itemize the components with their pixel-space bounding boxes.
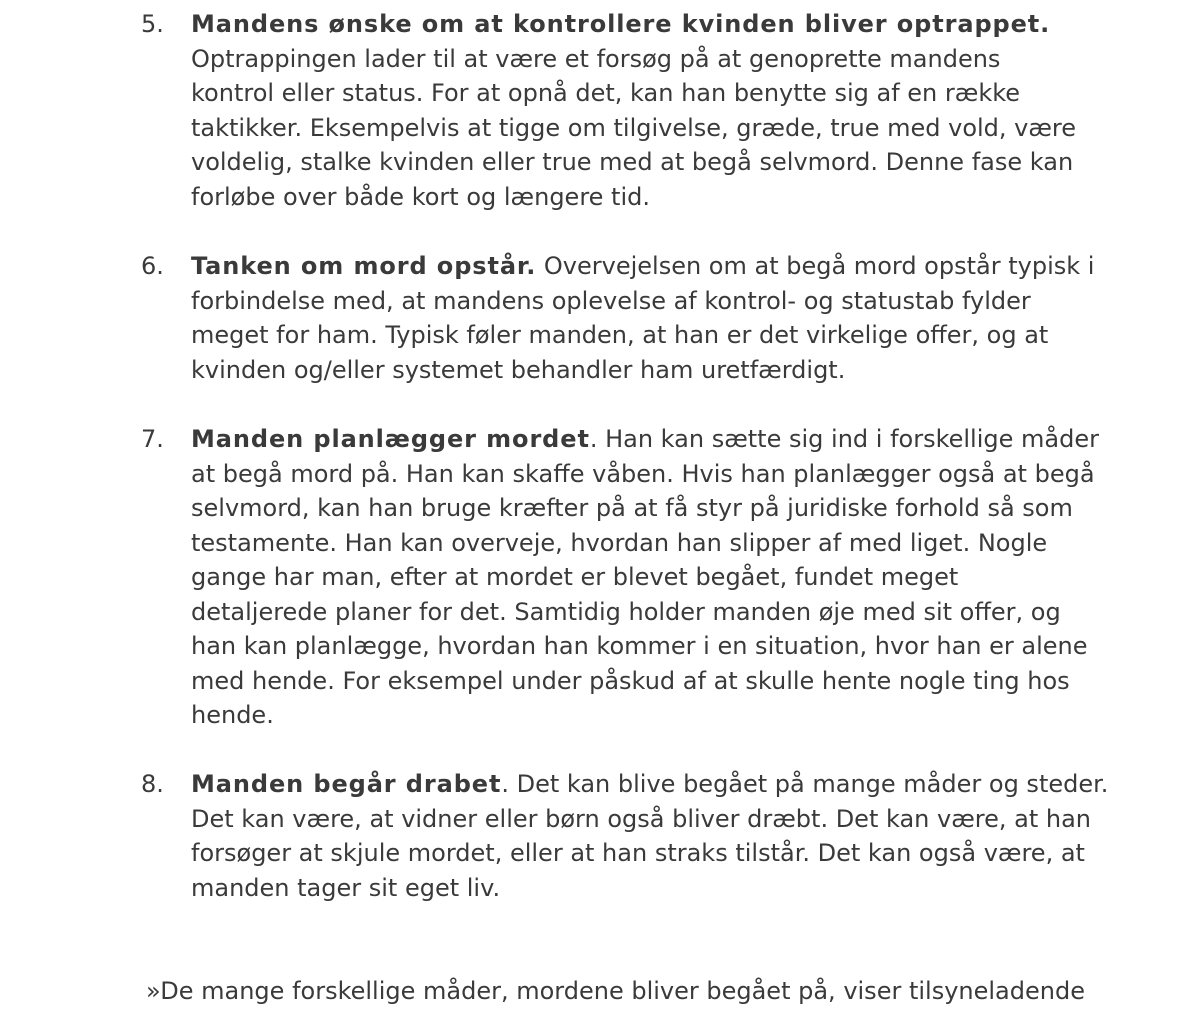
item-line: forløbe over både kort og længere tid. <box>191 182 650 211</box>
item-number: 5. <box>141 10 164 38</box>
item-line: med hende. For eksempel under påskud af at skulle hente nogle ting hos <box>191 666 1070 695</box>
item-text <box>191 767 1109 905</box>
item-heading-continuation: Overvejelsen om at begå mord opstår typisk i <box>536 252 1095 280</box>
quote-paragraph: »De mange forskellige måder, mordene bliver begået på, viser tilsyneladende <box>146 977 1085 1005</box>
item-line: testamente. Han kan overveje, hvordan han slipper af med liget. Nogle <box>191 528 1048 557</box>
item-heading: Tanken om mord opstår. <box>191 252 537 280</box>
item-heading: Mandens ønske om at kontrollere kvinden bliver optrappet. <box>191 10 1051 38</box>
item-line: forsøger at skjule mordet, eller at han straks tilstår. Det kan også være, at <box>191 839 1085 867</box>
item-line: at begå mord på. Han kan skaffe våben. Hvis han planlægger også at begå <box>191 459 1095 488</box>
item-heading-line <box>191 249 1095 284</box>
item-heading-continuation: . Det kan blive begået på mange måder og steder. <box>501 770 1109 798</box>
item-heading-line <box>191 422 1099 457</box>
item-line: meget for ham. Typisk føler manden, at han er det virkelige offer, og at <box>191 321 1049 349</box>
item-number: 8. <box>141 770 164 798</box>
item-line: taktikker. Eksempelvis at tigge om tilgivelse, græde, true med vold, være <box>191 113 1077 142</box>
item-heading-line <box>191 7 1051 42</box>
item-line: forbindelse med, at mandens oplevelse af kontrol- og statustab fylder <box>191 286 1031 315</box>
item-number: 6. <box>141 252 164 280</box>
item-line: Det kan være, at vidner eller børn også bliver dræbt. Det kan være, at han <box>191 804 1092 833</box>
item-line: manden tager sit eget liv. <box>191 873 501 902</box>
item-line: kvinden og/eller systemet behandler ham uretfærdigt. <box>191 355 846 384</box>
item-line: han kan planlægge, hvordan han kommer i en situation, hvor han er alene <box>191 632 1088 660</box>
item-heading: Manden planlægger mordet <box>191 425 590 453</box>
item-line: selvmord, kan han bruge kræfter på at få styr på juridiske forhold så som <box>191 494 1073 522</box>
item-heading-line <box>191 767 1109 802</box>
item-number: 7. <box>141 425 164 453</box>
item-line: gange har man, efter at mordet er blevet begået, fundet meget <box>191 563 959 591</box>
item-line: kontrol eller status. For at opnå det, kan han benytte sig af en række <box>191 79 1021 107</box>
item-text <box>191 422 1099 733</box>
item-text <box>191 249 1095 387</box>
item-line: hende. <box>191 701 274 729</box>
item-line: detaljerede planer for det. Samtidig holder manden øje med sit offer, og <box>191 597 1061 626</box>
item-line: voldelig, stalke kvinden eller true med at begå selvmord. Denne fase kan <box>191 148 1074 176</box>
item-heading: Manden begår drabet <box>191 770 502 798</box>
item-line: Optrappingen lader til at være et forsøg på at genoprette mandens <box>191 44 1001 73</box>
item-text <box>191 7 1077 214</box>
item-heading-continuation: . Han kan sætte sig ind i forskellige måder <box>589 425 1099 453</box>
